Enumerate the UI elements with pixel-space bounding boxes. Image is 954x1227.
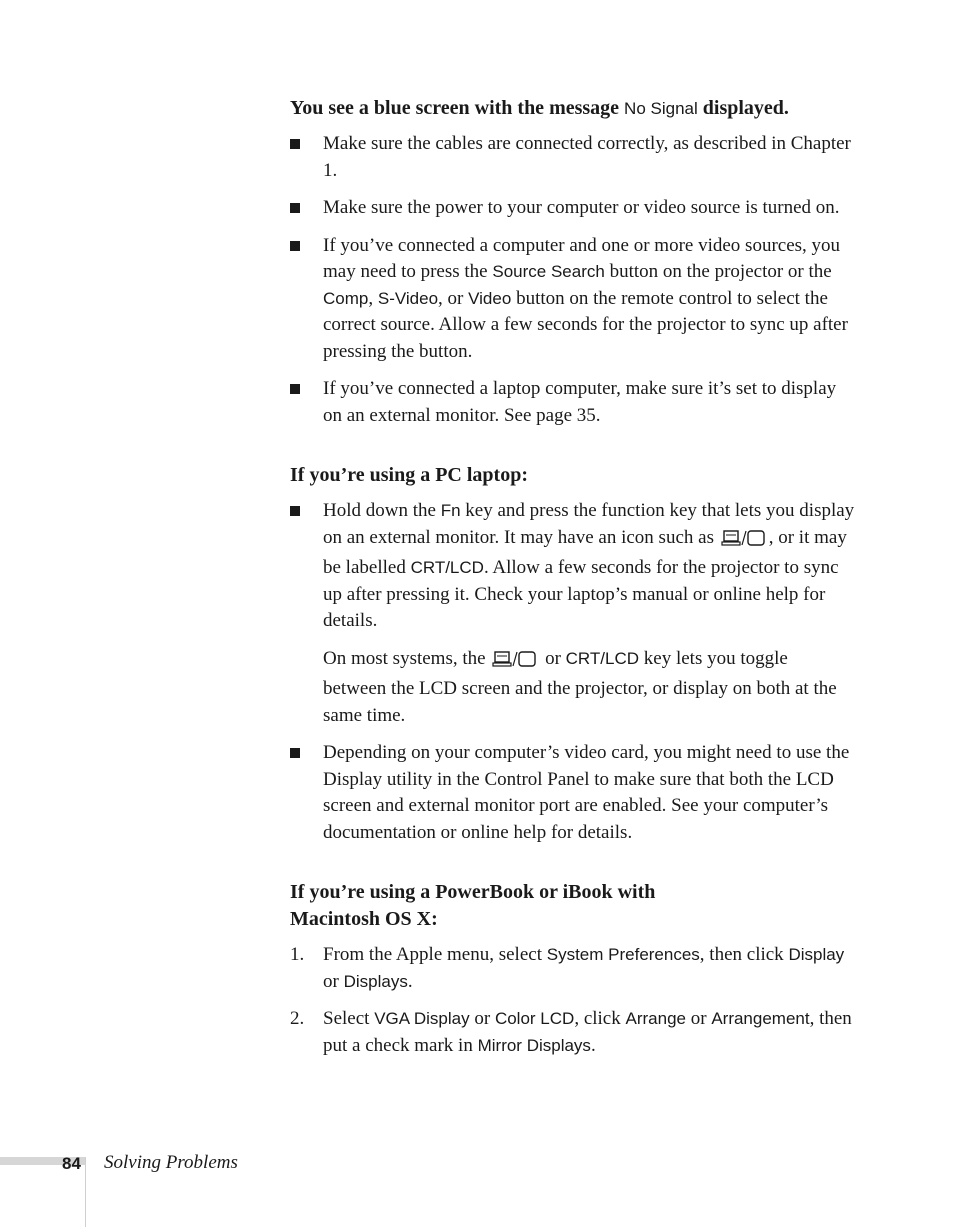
item-text: Depending on your computer’s video card, you might need to use the Display utility in the Control Panel to make sure that both the LCD screen and external monitor port are enabled. See your computer’s documentation or online help for details. <box>323 742 850 843</box>
item-text: or <box>323 970 339 992</box>
bullet <box>290 748 300 758</box>
item-text: , then click <box>699 944 784 965</box>
heading-text: You see a blue screen with the message <box>290 97 620 119</box>
heading-text: displayed. <box>702 97 789 119</box>
item-text: . Allow a few seconds for the projector to sync up after pressing it. Check your laptop’s manual or online help for details. <box>323 557 839 631</box>
code-text: Source Search <box>492 262 605 281</box>
item-text: From the Apple menu, select <box>323 944 542 965</box>
item-text: . <box>590 1034 596 1056</box>
paragraph <box>290 646 855 730</box>
item-text: Make sure the power to your computer or video source is turned on. <box>323 197 840 218</box>
list-item <box>290 131 855 184</box>
footer-divider <box>85 1157 86 1227</box>
code-text: System Preferences <box>546 945 700 964</box>
code-text: Arrangement <box>711 1009 810 1028</box>
bullet <box>290 241 300 251</box>
item-text: If you’ve connected a computer and one or more video sources, you may need to press the <box>323 234 841 282</box>
page-number: 84 <box>62 1154 81 1173</box>
code-text: Display <box>788 945 845 964</box>
heading-pc-laptop: If you’re using a PC laptop: <box>290 464 528 486</box>
item-text: Hold down the <box>323 500 436 521</box>
laptop-monitor-toggle-icon <box>492 650 538 677</box>
item-text: , or it may be labelled <box>323 526 847 578</box>
code-text: CRT/LCD <box>565 648 640 668</box>
item-text: Make sure the cables are connected correctly, as described in Chapter 1. <box>323 133 851 181</box>
step-number: 1. <box>290 944 305 965</box>
code-text: Fn <box>440 501 461 520</box>
code-text: Color LCD <box>494 1009 575 1028</box>
item-text: key and press the function key that lets you display on an external monitor. It may have an icon such as <box>323 500 855 548</box>
list-item <box>290 498 855 635</box>
item-text: or <box>474 1008 491 1029</box>
bullet <box>290 384 300 394</box>
heading-no-signal <box>290 95 855 122</box>
step-item <box>290 942 855 995</box>
item-text: If you’ve connected a laptop computer, make sure it’s set to display on an external monitor. See page 35. <box>323 378 837 426</box>
code-text: CRT/LCD <box>410 558 484 577</box>
bullet <box>290 506 300 516</box>
step-number: 2. <box>290 1008 305 1029</box>
heading-text: Macintosh OS X: <box>290 908 438 930</box>
heading-text: If you’re using a PowerBook or iBook with <box>290 881 656 903</box>
item-text: , or <box>438 287 464 309</box>
footer-section-title: Solving Problems <box>104 1152 238 1173</box>
code-text: Displays <box>343 971 408 991</box>
code-text: S-Video <box>377 288 439 308</box>
bullet <box>290 203 300 213</box>
item-text: or <box>545 647 561 669</box>
code-text: Comp <box>323 288 369 308</box>
laptop-monitor-toggle-icon <box>721 529 767 556</box>
code-text: VGA Display <box>374 1009 470 1028</box>
item-text: button on the projector or the <box>609 261 832 282</box>
item-text: , then put a check mark in <box>323 1008 852 1056</box>
item-text: On most systems, the <box>323 647 486 669</box>
code-text: Arrange <box>625 1009 686 1028</box>
item-text: , click <box>574 1008 621 1029</box>
list-item <box>290 376 855 429</box>
item-text: key lets you toggle between the LCD screen and the projector, or display on both at the same time. <box>323 647 837 726</box>
item-text: button on the remote control to select the correct source. Allow a few seconds for the projector to sync up after pressing the button. <box>323 287 848 362</box>
list-item <box>290 233 855 366</box>
list-item <box>290 195 855 222</box>
item-text: or <box>690 1008 707 1029</box>
bullet <box>290 139 300 149</box>
code-text: Video <box>468 288 512 308</box>
list-item <box>290 740 855 846</box>
item-text: , <box>368 287 374 309</box>
heading-powerbook <box>290 879 855 933</box>
step-item <box>290 1006 855 1059</box>
item-text: Select <box>323 1008 370 1029</box>
item-text: . <box>407 970 413 992</box>
heading-code: No Signal <box>624 99 698 118</box>
code-text: Mirror Displays <box>477 1035 591 1055</box>
page-content <box>290 95 855 1059</box>
